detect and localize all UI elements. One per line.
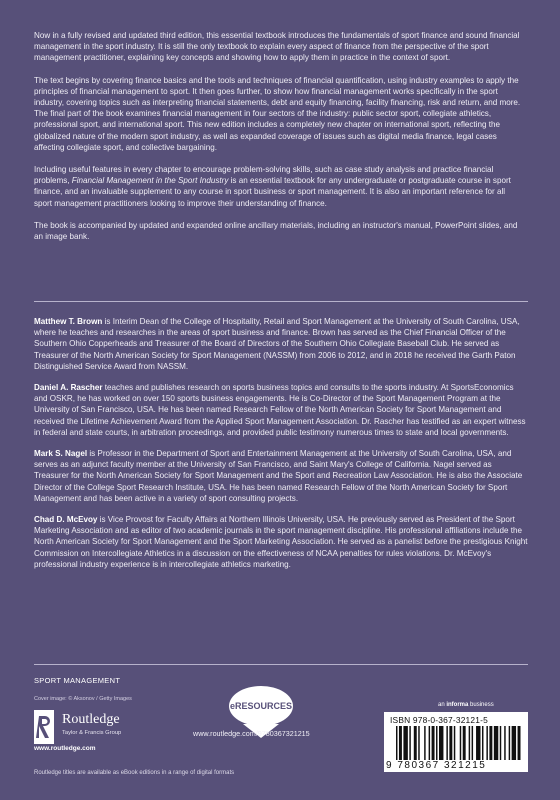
author-name: Mark S. Nagel xyxy=(34,449,88,459)
publisher-name: Routledge xyxy=(62,712,120,727)
description-paragraph-4: The book is accompanied by updated and expanded online ancillary materials, including an instructor's manual, PowerPoint slides, and an image bank. xyxy=(34,220,518,242)
barcode-bar xyxy=(424,726,425,760)
barcode-bar xyxy=(460,726,461,760)
informa-tagline xyxy=(438,702,494,708)
barcode-bar xyxy=(494,726,498,760)
cover-image-credit: Cover image: © Aksonov / Getty Images xyxy=(34,696,132,702)
eresources-url: www.routledge.com/9780367321215 xyxy=(193,729,310,738)
informa-brand: informa xyxy=(446,702,469,708)
author-name: Daniel A. Rascher xyxy=(34,383,103,393)
barcode-bar xyxy=(403,726,407,760)
description-paragraph-3-intro: Including useful features in every chapter to encourage problem-solving skills, such as case study analysis and practice financial problems, xyxy=(34,165,494,186)
informa-suffix: business xyxy=(468,702,494,708)
book-title-inline: Financial Management in the Sport Industry xyxy=(71,176,229,186)
subject-category: SPORT MANAGEMENT xyxy=(34,676,121,685)
ebook-availability-note: Routledge titles are available as eBook editions in a range of digital formats xyxy=(34,770,235,776)
barcode-bar xyxy=(469,726,470,760)
routledge-logo-icon xyxy=(34,710,54,744)
barcode-bar xyxy=(509,726,510,760)
author-bio-text: is Professor in the Department of Sport and Entertainment Management at the University of South Carolina, USA, and serves as an adjunct faculty member at the University of San Francisco, and Saint Mary's College of California. Nagel served as Treasurer for the North American Society for Sport Management and the Sport and Recreation Law Association. He is also the Associate Director of the College Sport Research Institute, USA. He has been named Research Fellow of the North American Society for Sport Management and has been active in a variety of sport consulting projects. xyxy=(34,449,523,503)
author-bios xyxy=(34,316,528,580)
author-name: Matthew T. Brown xyxy=(34,317,103,326)
barcode-bar xyxy=(504,726,505,760)
description-paragraph-2: The text begins by covering finance basics and the tools and techniques of financial quantification, using industry examples to apply the principles of financial management to sport. It then goes further, to show how financial management works specifically in the sport industry, covering topics such as interpreting financial statements, debt and equity financing, facility financing, risk and return, and more. The final part of the book examines financial management in four sectors of the industry: public sector sport, collegiate athletics, professional sport, and international sport. This new edition includes a completely new chapter on international sport, reflecting the globalized nature of the modern sport industry, as well as expanded coverage of issues such as digital media finance, legal cases affecting collegiate sport, and collective bargaining. xyxy=(34,75,521,152)
barcode-bar xyxy=(454,726,455,760)
author-bio-text: is Vice Provost for Faculty Affairs at Northern Illinois University, USA. He previously served as President of the Sport Marketing Association and as editor of two academic journals in the sport management discipline. His professional affiliations include the North American Society for Sport Management and the Sport Marketing Association. He served as a panelist before the prestigious Knight Commission on Intercollegiate Athletics in a discussion on the effectiveness of NCAA penalties for rules violations. Dr. McEvoy's professional industry experience is in intercollegiate athletics marketing. xyxy=(34,515,528,569)
barcode-bar xyxy=(399,726,402,760)
author-bio xyxy=(34,382,528,438)
barcode-bar xyxy=(482,726,483,760)
barcode-bar xyxy=(489,726,492,760)
barcode-bar xyxy=(500,726,501,760)
barcode-bar xyxy=(409,726,410,760)
barcode-bar xyxy=(436,726,437,760)
eresources-logo-icon xyxy=(228,684,294,750)
author-bio-text: teaches and publishes research on sports business topics and consults to the sports industry. At SportsEconomics and OSKR, he has worked on over 150 sports business engagements. He is Co-Director of the Sport Management Program at the University of San Francisco, USA. He has been named Research Fellow of the North American Society for Sport Management and received the Lifetime Achievement Award from the Applied Sport Management Association. Dr. Rascher has testified as an expert witness in federal and state courts, in arbitration proceedings, and provided public testimony numerous times to state and local governments. xyxy=(34,383,526,437)
barcode-bar xyxy=(429,726,430,760)
publisher-block xyxy=(34,708,164,754)
barcode-bar xyxy=(472,726,473,760)
author-name: Chad D. McEvoy xyxy=(34,515,98,525)
author-bio-text: is Interim Dean of the College of Hospitality, Retail and Sport Management at the University of South Carolina, USA, where he teaches and researches in the areas of sport business and finance. Brown has served as the Chief Financial Officer of the Southern Ohio Copperheads and Treasurer of the Board of Directors of the Southern Ohio Collegiate Baseball Club. He served as Treasurer of the North American Society for Sport Management (NASSM) from 2006 to 2012, and in 2018 he received the Garth Paton Distinguished Service Award from NASSM. xyxy=(34,317,520,371)
publisher-group: Taylor & Francis Group xyxy=(62,730,122,736)
publisher-url: www.routledge.com xyxy=(34,745,96,752)
barcode-number: 9 780367 321215 xyxy=(386,760,487,771)
divider-top xyxy=(34,301,528,302)
barcode-bar xyxy=(446,726,447,760)
barcode-bar xyxy=(414,726,417,760)
description-paragraph-3-rest: is an essential textbook for any undergraduate or postgraduate course in sport finance, and an invaluable supplement to any course in sport business or sport management. It is also an important reference for all sport management practitioners looking to improve their understanding of finance. xyxy=(34,176,511,208)
barcode-bar xyxy=(486,726,487,760)
author-bio xyxy=(34,316,528,372)
book-description xyxy=(34,30,524,253)
eresources-label: eRESOURCES xyxy=(229,701,293,711)
barcode-bar xyxy=(418,726,419,760)
barcode-bar xyxy=(476,726,480,760)
barcode-bar xyxy=(512,726,516,760)
description-paragraph-1: Now in a fully revised and updated third edition, this essential textbook introduces the fundamentals of sport finance and sound financial management in the sport industry. It is still the only textbook to explain every aspect of finance from the perspective of the sport management practitioner, explaining key concepts and showing how to apply them in practice in the context of sport. xyxy=(34,31,520,63)
barcode-bar xyxy=(396,726,397,760)
divider-bottom xyxy=(34,664,528,665)
barcode-bar xyxy=(518,726,521,760)
barcode-icon xyxy=(396,726,522,760)
author-bio xyxy=(34,514,528,570)
informa-prefix: an xyxy=(438,702,447,708)
isbn-text: ISBN 978-0-367-32121-5 xyxy=(390,715,488,725)
barcode-bar xyxy=(439,726,443,760)
barcode-bar xyxy=(449,726,452,760)
description-paragraph-3 xyxy=(34,164,524,209)
isbn-barcode xyxy=(384,712,528,772)
author-bio xyxy=(34,448,528,504)
barcode-bar xyxy=(432,726,435,760)
barcode-bar xyxy=(463,726,466,760)
